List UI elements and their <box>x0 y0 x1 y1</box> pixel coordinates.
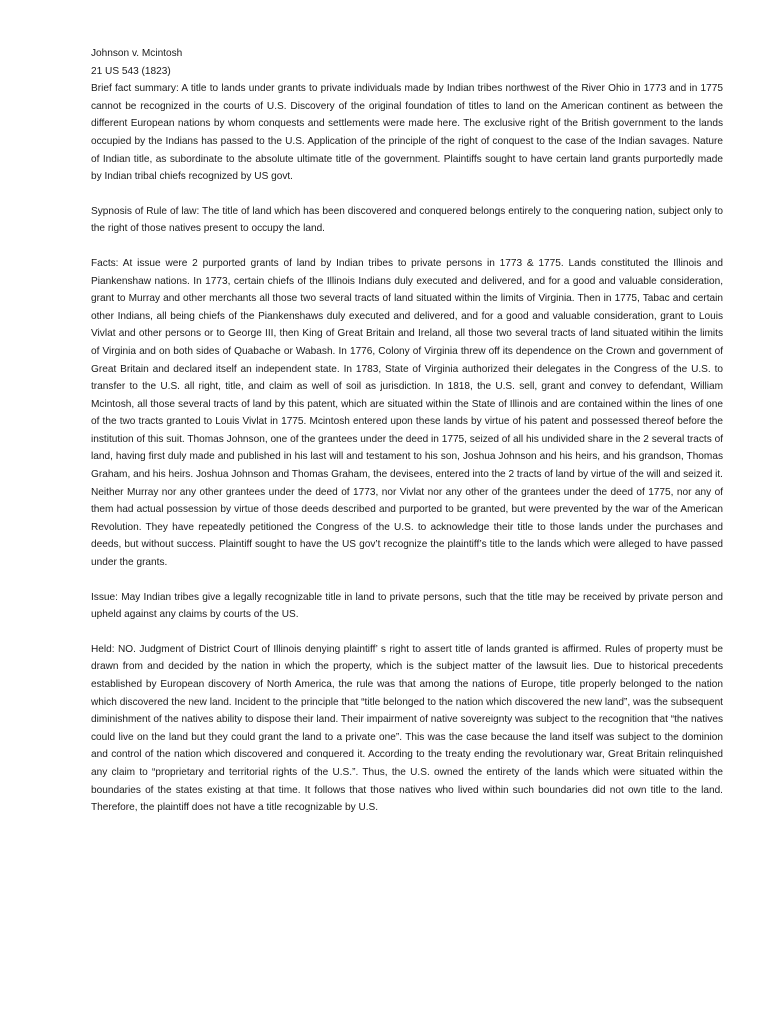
held-paragraph: Held: NO. Judgment of District Court of Illinois denying plaintiff’ s right to assert title of lands granted is affirmed. Rules of property must be drawn from and decided by the nation in which the property, which is the subject matter of the lawsuit lies. Due to historical precedents established by European discovery of North America, the rule was that among the nations of Europe, title properly belonged to the nation which discovered the new land. Incident to the principle that “title belonged to the nation which discovered the new land”, was the subsequent diminishment of the natives ability to dispose their land. Their impairment of native sovereignty was subject to the recognition that “the natives could live on the land but they could grant the land to a private one”. This was the case because the land itself was subject to the dominion and control of the nation which discovered and conquered it. According to the treaty ending the revolutionary war, Great Britain relinquished any claim to “proprietary and territorial rights of the U.S.”. Thus, the U.S. owned the entirety of the lands which were situated within the boundaries of the states existing at that time. It follows that those natives who lived within such boundaries did not own title to the land. Therefore, the plaintiff does not have a title recognizable by U.S. <box>91 643 723 814</box>
facts-paragraph: Facts: At issue were 2 purported grants of land by Indian tribes to private persons in 1773 & 1775. Lands constituted the Illinois and Piankenshaw nations. In 1773, certain chiefs of the Illinois Indians duly executed and delivered, and for a good and valuable consideration, grant to Murray and other merchants all those two several tracts of land situated within the limits of Virginia. Then in 1775, Tabac and certain other Indians, all being chiefs of the Piankenshaws duly executed and delivered, and for a good and valuable consideration, grant to Louis Vivlat and other persons or to George III, then King of Great Britain and Ireland, all those two several tracts of land situated witihin the limits of Virginia and on both sides of Quabache or Wabash. In 1776, Colony of Virginia threw off its dependence on the Crown and government of Great Britain and declared itself an independent state. In 1783, State of Virginia authorized their delegates in the Congress of the U.S. to transfer to the U.S. all right, title, and claim as well of soil as jurisdiction. In 1818, the U.S. sell, grant and convey to defendant, William Mcintosh, all those several tracts of land by this patent, which are situated within the State of Illinois and are contained within the lines of one of the two tracts granted to Louis Vivlat in 1775. Mcintosh entered upon these lands by virtue of his patent and possessed thereof before the institution of this suit. Thomas Johnson, one of the grantees under the deed in 1775, seized of all his undivided share in the 2 several tracts of land, having first duly made and published in his last will and testament to his son, Joshua Johnson and his heirs, and his grandson, Thomas Graham, and his heirs. Joshua Johnson and Thomas Graham, the devisees, entered into the 2 tracts of land by virtue of the will and seized it. Neither Murray nor any other grantees under the deed of 1773, nor Vivlat nor any other of the grantees under the deed of 1775, nor any of them had actual possession by virtue of those deeds described and purported to be granted, but were prevented by the war of the American Revolution. They have repeatedly petitioned the Congress of the U.S. to acknowledge their title to those lands under the purchases and deeds, but without success. Plaintiff sought to have the US gov’t recognize the plaintiff’s title to the lands which were alleged to have passed under the grants. <box>91 257 723 569</box>
rule-of-law-synopsis: Sypnosis of Rule of law: The title of land which has been discovered and conquered belongs entirely to the conquering nation, subject only to the right of those natives present to occupy the land. <box>91 205 723 235</box>
document-body <box>91 45 723 834</box>
case-citation: 21 US 543 (1823) <box>91 65 171 77</box>
brief-fact-summary: Brief fact summary: A title to lands under grants to private individuals made by Indian tribes northwest of the River Ohio in 1773 and in 1775 cannot be recognized in the courts of U.S. Discovery of the original foundation of titles to land on the American continent as between the different European nations by whom conquests and settlements were made here. The exclusive right of the British government to the lands occupied by the Indians has passed to the U.S. Application of the principle of the right of conquest to the case of the Indian savages. Nature of Indian title, as subordinate to the absolute ultimate title of the government. Plaintiffs sought to have certain land grants purportedly made by Indian tribal chiefs recognized by US govt. <box>91 83 723 183</box>
case-name: Johnson v. Mcintosh <box>91 48 183 59</box>
issue-paragraph: Issue: May Indian tribes give a legally recognizable title in land to private persons, such that the title may be received by private person and upheld against any claims by courts of the US. <box>91 591 723 621</box>
